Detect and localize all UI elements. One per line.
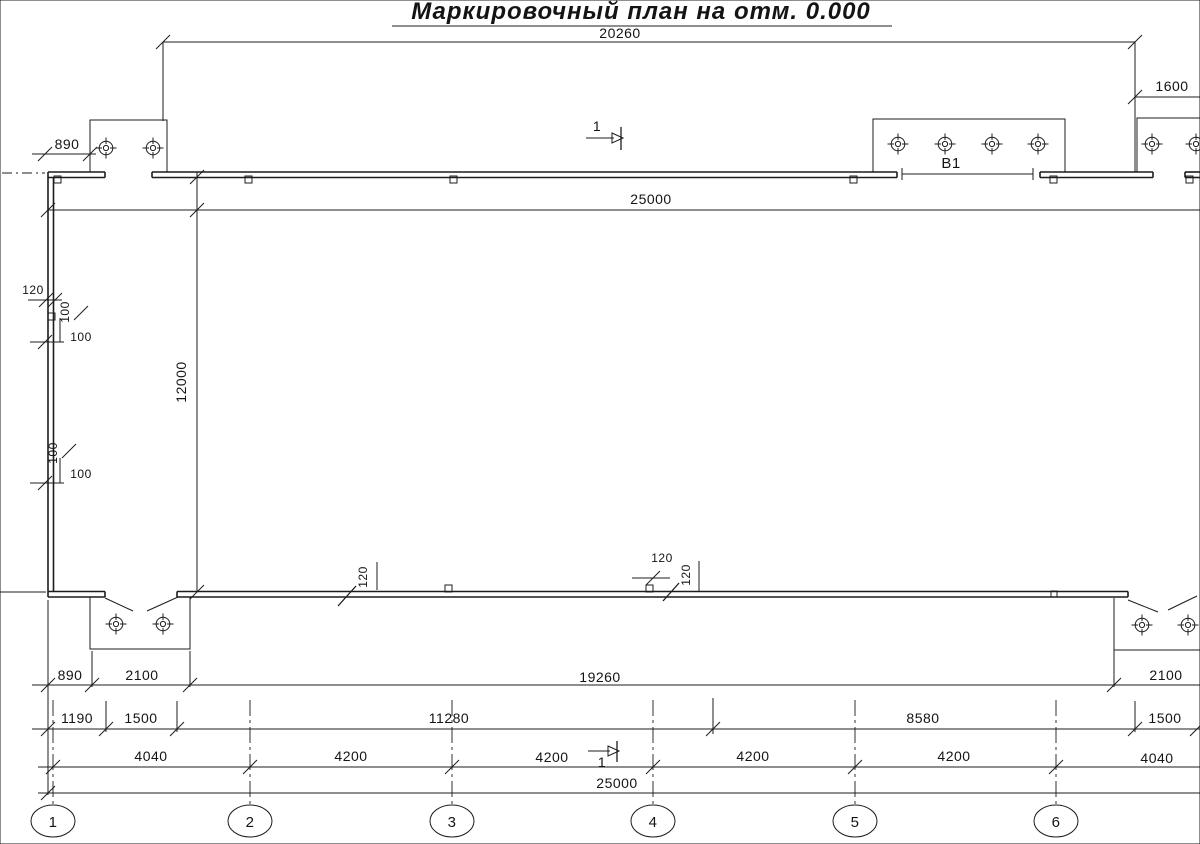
dim-text-12000: 12000	[173, 361, 189, 403]
axis-number: 4	[648, 814, 658, 831]
beam-mark-label: В1	[941, 155, 961, 172]
axis-bubble-3	[430, 805, 474, 837]
anchor-bolt-icon	[106, 614, 127, 635]
anchor-bolt-icon	[1132, 615, 1153, 636]
dim-text-120-mid: 120	[651, 551, 673, 565]
dim-text-120-rot-a: 120	[356, 566, 370, 588]
axis-number: 2	[245, 814, 255, 831]
anchor-bolt-icon	[1178, 615, 1199, 636]
pad-top-left	[90, 120, 167, 172]
beam-mark-b1	[902, 155, 1033, 180]
dim-text-4200-2: 4200	[535, 749, 569, 765]
dim-left-offset-top	[2, 136, 97, 173]
pad-bottom-left	[90, 597, 190, 649]
section-mark-label: 1	[592, 118, 602, 134]
anchor-bolt-icon	[1028, 134, 1049, 155]
dim-text-4040-left: 4040	[134, 748, 168, 764]
pad-bottom-right	[1114, 598, 1200, 650]
anchor-bolt-icon	[888, 134, 909, 155]
anchor-bolt-icon	[982, 134, 1003, 155]
axis-bubble-6	[1034, 805, 1078, 837]
page-title: Маркировочный план на отм. 0.000	[411, 0, 871, 25]
dim-text-8580: 8580	[906, 710, 940, 726]
axis-number: 3	[447, 814, 457, 831]
anchor-bolt-icon	[935, 134, 956, 155]
title-block	[392, 0, 892, 26]
dim-text-4200-1: 4200	[334, 748, 368, 764]
dim-overall-top	[41, 191, 1200, 217]
dim-text-4040-right: 4040	[1140, 750, 1174, 766]
dim-text-4200-4: 4200	[937, 748, 971, 764]
axis-bubble-4	[631, 805, 675, 837]
dim-text-1190: 1190	[60, 710, 94, 726]
dim-text-4200-3: 4200	[736, 748, 770, 764]
anchor-bolt-icon	[1142, 134, 1163, 155]
section-mark-top	[586, 118, 623, 150]
axis-number: 5	[850, 814, 860, 831]
dim-text-25000-bottom: 25000	[596, 775, 638, 791]
dim-text-11280: 11280	[428, 710, 470, 726]
dim-text-120-left: 120	[22, 283, 44, 297]
dim-text-19260: 19260	[579, 669, 621, 685]
dim-text-2100-left: 2100	[125, 667, 159, 683]
axis-number: 6	[1051, 814, 1061, 831]
dim-text-890-top: 890	[54, 136, 80, 152]
dim-text-2100-right: 2100	[1149, 667, 1183, 683]
pad-top-right	[1137, 118, 1200, 172]
axis-bubble-5	[833, 805, 877, 837]
axis-bubbles	[31, 805, 1078, 837]
anchor-bolts	[96, 134, 1200, 636]
dim-row-3	[38, 748, 1200, 774]
section-mark-label: 1	[597, 754, 607, 770]
dim-text-120-rot-b: 120	[679, 564, 693, 586]
dim-text-1500-left: 1500	[124, 710, 158, 726]
embedded-plate-marks	[48, 176, 1193, 597]
dim-row-2	[32, 698, 1200, 736]
axis-bubble-1	[31, 805, 75, 837]
anchor-bolt-icon	[1186, 134, 1200, 155]
dim-text-1500-right: 1500	[1148, 710, 1182, 726]
anchor-bolt-icon	[143, 138, 164, 159]
anchor-bolt-icon	[96, 138, 117, 159]
dim-text-20260: 20260	[599, 25, 641, 41]
dim-text-100-rot-a: 100	[58, 301, 72, 323]
dim-row-1	[32, 600, 1200, 795]
dim-row-4	[38, 775, 1200, 800]
dim-text-100-b: 100	[70, 467, 92, 481]
dim-text-1600: 1600	[1155, 78, 1189, 94]
dim-text-25000-top: 25000	[630, 191, 672, 207]
section-mark-bottom	[588, 741, 619, 770]
left-wall-annotations	[22, 283, 92, 490]
axis-bubble-2	[228, 805, 272, 837]
anchor-bolt-icon	[153, 614, 174, 635]
dim-height-12000	[173, 170, 204, 599]
dim-text-100-a: 100	[70, 330, 92, 344]
dim-right-offset	[1128, 78, 1200, 104]
axis-number: 1	[48, 814, 58, 831]
dim-text-100-rot-b: 100	[46, 442, 60, 464]
dim-text-890-bottom: 890	[57, 667, 83, 683]
